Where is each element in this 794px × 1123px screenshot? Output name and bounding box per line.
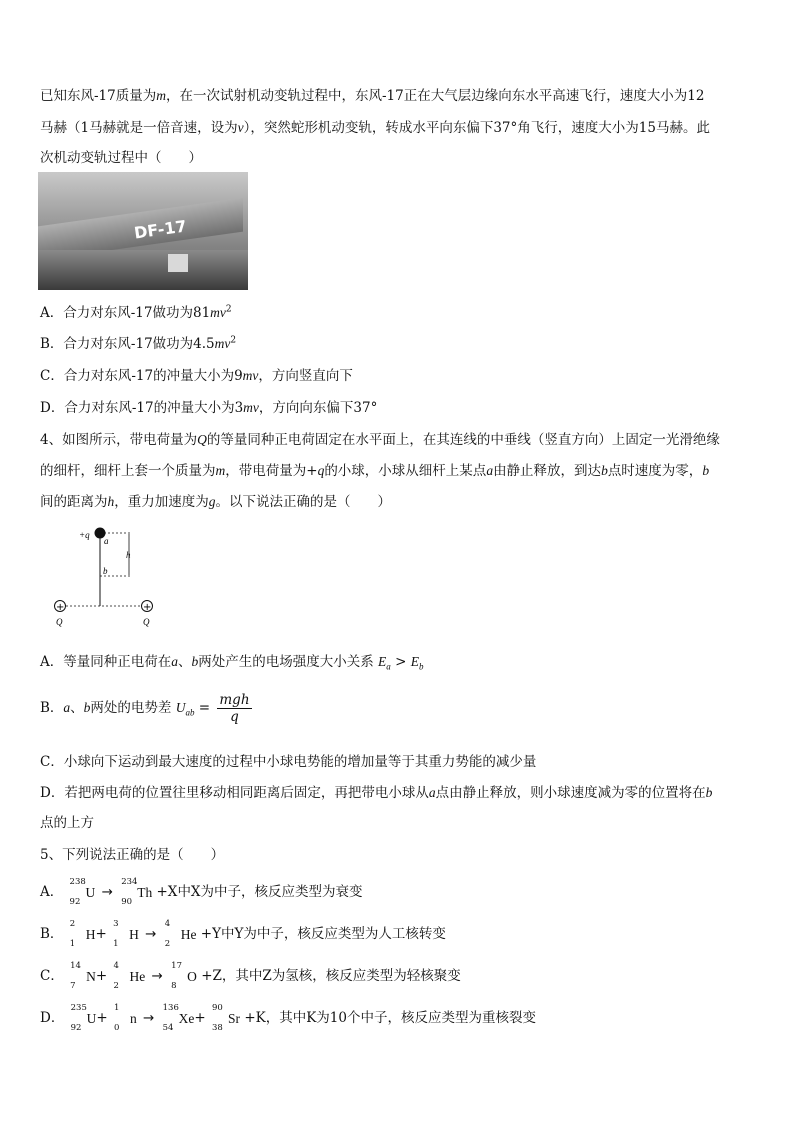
q3-stem-line2: 马赫（1马赫就是一倍音速，设为v），突然蛇形机动变轨，转成水平向东偏下37°角飞行，速度大小为15马赫。此 <box>40 120 710 136</box>
q5-option-b: B． 2 1 H+ 3 1 H → 4 2 He +Y中Y为中子，核反应类型为人工核转变 <box>40 918 446 949</box>
df17-photo <box>38 172 248 290</box>
q3-option-c: C．合力对东风-17的冲量大小为9mv，方向竖直向下 <box>40 368 353 384</box>
q3-stem-line3: 次机动变轨过程中（ ） <box>40 150 202 166</box>
q4-option-c: C．小球向下运动到最大速度的过程中小球电势能的增加量等于其重力势能的减少量 <box>40 754 537 770</box>
nuclide-xe136: 136 54 Xe <box>162 1002 195 1033</box>
label-point-a: a <box>104 536 109 546</box>
q3-option-b: B．合力对东风-17做功为$4.5mv^2$ <box>40 335 237 352</box>
nuclide-he4: 4 2 He <box>164 918 197 949</box>
truck-box <box>168 254 188 272</box>
nuclide-o17: 17 8 O <box>171 960 197 991</box>
label-point-b: b <box>103 566 108 576</box>
q3-option-d: D．合力对东风-17的冲量大小为3mv，方向向东偏下37° <box>40 400 378 416</box>
q5-option-a: A． 238 92 U → 234 90 Th +X中X为中子，核反应类型为衰变 <box>40 876 363 907</box>
q5-option-c: C． 14 7 N+ 4 2 He → 17 8 O +Z，其中Z为氢核，核反应类型为轻核聚变 <box>40 960 461 991</box>
q4-option-b: B．a、b两处的电势差 $U_{ab}$ = $\frac{\text{mgh}}{q}$ <box>40 692 250 725</box>
q5-stem: 5、下列说法正确的是（ ） <box>40 847 225 863</box>
nuclide-sr90: 90 38 Sr <box>212 1002 241 1033</box>
nuclide-h3: 3 1 H <box>113 918 139 949</box>
q4-option-a: A．等量同种正电荷在a、b两处产生的电场强度大小关系 $E_a > E_b$ <box>40 654 424 672</box>
q4-option-d-line2: 点的上方 <box>40 815 94 831</box>
nuclide-neutron: 1 0 n <box>113 1002 137 1033</box>
q4-option-d: D．若把两电荷的位置往里移动相同距离后固定，再把带电小球从a点由静止释放，则小球速度减为零的位置将在b <box>40 785 713 801</box>
q4-stem-line1: 4、如图所示，带电荷量为Q的等量同种正电荷固定在水平面上，在其连线的中垂线（竖直方向）上固定一光滑绝缘 <box>40 432 720 448</box>
nuclide-he4-c: 4 2 He <box>113 960 146 991</box>
missile-label: DF-17 <box>132 216 188 243</box>
right-charge-plus: + <box>143 602 152 613</box>
nuclide-n14: 14 7 N <box>70 960 96 991</box>
nuclide-th234: 234 90 Th <box>121 876 153 907</box>
label-left-Q: Q <box>56 617 63 627</box>
mgh-over-q: $\frac{\text{mgh}}{q}$ <box>219 692 250 725</box>
q3-stem-line1: 已知东风-17质量为m，在一次试射机动变轨过程中，东风-17正在大气层边缘向东水平高速飞行，速度大小为12 <box>40 88 705 104</box>
q4-stem-line2: 的细杆，细杆上套一个质量为m，带电荷量为+q的小球，小球从细杆上某点a由静止释放，到达b点时速度为零，b <box>40 463 710 479</box>
label-right-Q: Q <box>143 617 150 627</box>
q3-option-a: A．合力对东风-17做功为$81mv^2$ <box>40 304 232 321</box>
charge-figure <box>35 522 175 632</box>
nuclide-h2: 2 1 H <box>69 918 96 949</box>
q4-stem-line3: 间的距离为h，重力加速度为g。以下说法正确的是（ ） <box>40 494 391 510</box>
nuclide-u235: 235 92 U <box>70 1002 97 1033</box>
q5-option-d: D． 235 92 U+ 1 0 n → 136 54 Xe+ 90 38 Sr +K，其中K为10个中子，核反应类型为重核裂变 <box>40 1002 536 1033</box>
nuclide-u238: 238 92 U <box>69 876 96 907</box>
label-plus-q: +q <box>79 530 90 540</box>
left-charge-plus: + <box>56 602 65 613</box>
label-h: h <box>126 550 131 560</box>
launcher-truck <box>38 250 248 290</box>
